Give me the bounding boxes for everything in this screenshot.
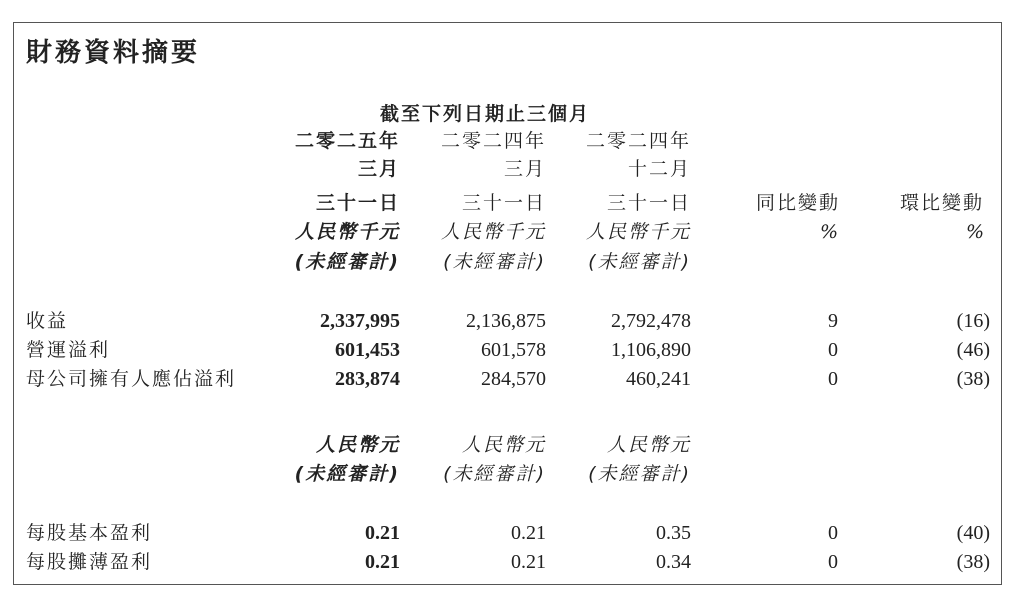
row-revenue-col0: 2,337,995 — [320, 310, 400, 332]
col0-audit: (未經審計) — [294, 251, 400, 273]
row-diluted-eps-col0: 0.21 — [365, 551, 400, 573]
col1-year: 二零二四年 — [440, 130, 546, 152]
row-diluted-eps-col4: (38) — [956, 551, 990, 573]
row-basic-eps-col0: 0.21 — [365, 522, 400, 544]
col0-unit2: 人民幣元 — [315, 434, 400, 456]
row-label-attributable-profit: 母公司擁有人應佔溢利 — [26, 368, 237, 390]
col2-unit: 人民幣千元 — [585, 221, 691, 243]
col0-day: 三十一日 — [315, 192, 400, 214]
row-label-revenue: 收益 — [26, 310, 69, 332]
col0-unit: 人民幣千元 — [294, 221, 400, 243]
row-attributable-profit-col0: 283,874 — [335, 368, 400, 390]
row-operating-profit-col3: 0 — [828, 339, 838, 361]
row-attributable-profit-col2: 460,241 — [626, 368, 691, 390]
col0-month: 三月 — [357, 158, 400, 180]
row-label-operating-profit: 營運溢利 — [26, 339, 111, 361]
row-attributable-profit-col1: 284,570 — [481, 368, 546, 390]
row-operating-profit-col2: 1,106,890 — [611, 339, 691, 361]
col1-unit2: 人民幣元 — [461, 434, 546, 456]
col1-month: 三月 — [503, 158, 546, 180]
row-basic-eps-col3: 0 — [828, 522, 838, 544]
col1-audit2: (未經審計) — [443, 463, 546, 485]
col3-unit: % — [819, 221, 838, 243]
row-diluted-eps-col3: 0 — [828, 551, 838, 573]
col4-unit: % — [965, 221, 984, 243]
row-operating-profit-col4: (46) — [956, 339, 990, 361]
page-title: 財務資料摘要 — [26, 38, 201, 68]
row-basic-eps-col2: 0.35 — [656, 522, 691, 544]
row-attributable-profit-col4: (38) — [956, 368, 990, 390]
row-revenue-col4: (16) — [956, 310, 990, 332]
col0-year: 二零二五年 — [294, 130, 400, 152]
col1-day: 三十一日 — [461, 192, 546, 214]
row-attributable-profit-col3: 0 — [828, 368, 838, 390]
row-diluted-eps-col1: 0.21 — [511, 551, 546, 573]
col2-audit2: (未經審計) — [588, 463, 691, 485]
col4-header: 環比變動 — [899, 192, 984, 214]
row-operating-profit-col1: 601,578 — [481, 339, 546, 361]
row-revenue-col3: 9 — [828, 310, 838, 332]
col2-year: 二零二四年 — [585, 130, 691, 152]
col3-header: 同比變動 — [755, 192, 840, 214]
row-basic-eps-col4: (40) — [956, 522, 990, 544]
col1-unit: 人民幣千元 — [440, 221, 546, 243]
row-label-basic-eps: 每股基本盈利 — [26, 522, 153, 544]
row-label-diluted-eps: 每股攤薄盈利 — [26, 551, 153, 573]
col0-audit2: (未經審計) — [294, 463, 400, 485]
col1-audit: (未經審計) — [443, 251, 546, 273]
period-header: 截至下列日期止三個月 — [379, 103, 590, 125]
row-revenue-col2: 2,792,478 — [611, 310, 691, 332]
row-revenue-col1: 2,136,875 — [466, 310, 546, 332]
col2-day: 三十一日 — [606, 192, 691, 214]
col2-audit: (未經審計) — [588, 251, 691, 273]
row-diluted-eps-col2: 0.34 — [656, 551, 691, 573]
col2-month: 十二月 — [627, 158, 691, 180]
col2-unit2: 人民幣元 — [606, 434, 691, 456]
row-operating-profit-col0: 601,453 — [335, 339, 400, 361]
row-basic-eps-col1: 0.21 — [511, 522, 546, 544]
